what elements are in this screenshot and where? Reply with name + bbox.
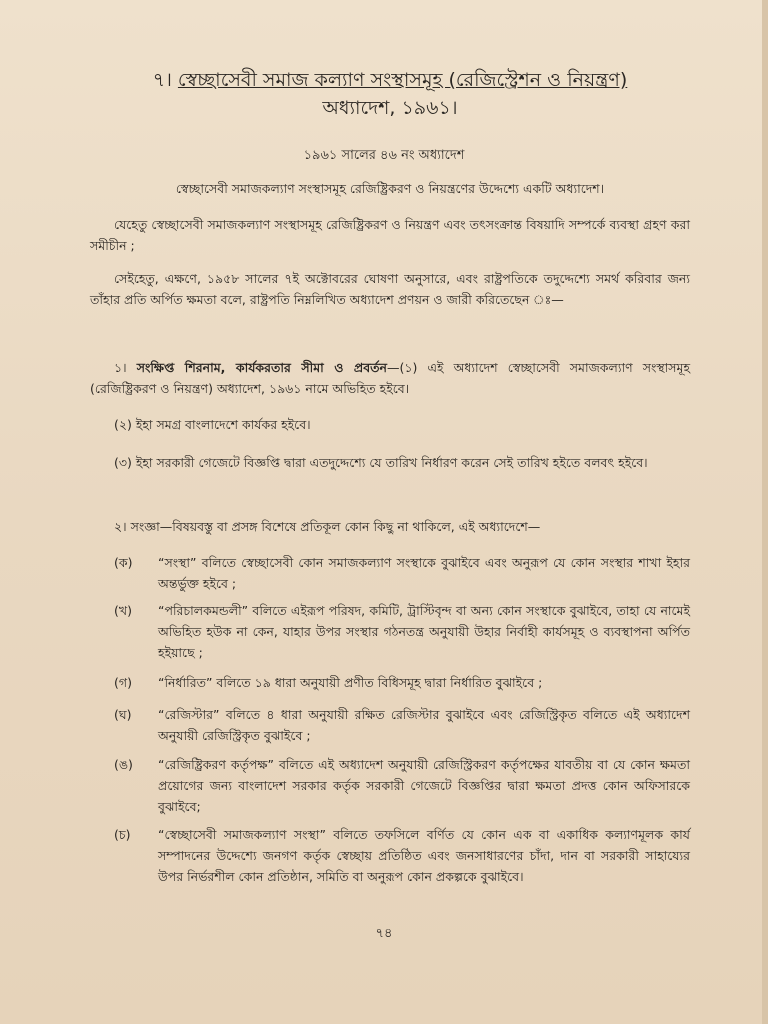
preamble-now-therefore: সেইহেতু, এক্ষণে, ১৯৫৮ সালের ৭ই অক্টোবরের ঘোষণা অনুসারে, এবং রাষ্ট্রপতিকে তদুদ্দেশ্যে সমর্থ করিবার জন্য তাঁহার প্রতি অর্পিত ক্ষমতা বলে, রাষ্ট্রপতি নিম্নলিখিত অধ্যাদেশ প্রণয়ন ও জারী করিতেছেন ঃ— — [90, 271, 690, 307]
title-text-2: অধ্যাদেশ, ১৯৬১। — [322, 97, 458, 119]
section-1-heading: সংক্ষিপ্ত শিরনাম, কার্যকরতার সীমা ও প্রবর্তন — [136, 360, 388, 375]
definition-label: (ঙ) — [114, 757, 133, 772]
section-1-text: —(১) এই অধ্যাদেশ স্বেচ্ছাসেবী সমাজকল্যাণ সংস্থাসমূহ (রেজিষ্ট্রিকরণ ও নিয়ন্ত্রণ) অধ্যাদেশ, ১৯৬১ নামে অভিহিত হইবে। — [90, 360, 691, 396]
ordinance-number: ১৯৬১ সালের ৪৬ নং অধ্যাদেশ — [303, 148, 465, 163]
definition-text: “স্বেচ্ছাসেবী সমাজকল্যাণ সংস্থা” বলিতে তফসিলে বর্ণিত যে কোন এক বা একাধিক কল্যাণমূলক কার্য সম্পাদনের উদ্দেশ্যে জনগণ কর্তৃক স্বেচ্ছায় প্রতিষ্ঠিত এবং জনসাধারণের চাঁদা, দান বা সরকারী সাহায্যের উপর নির্ভরশীল কোন প্রতিষ্ঠান, সমিতি বা অনুরূপ কোন প্রকল্পকে বুঝাইবে। — [158, 827, 690, 884]
section-1-sub-2: (২) ইহা সমগ্র বাংলাদেশে কার্যকর হইবে। — [114, 417, 311, 432]
section-2-intro: ২। সংজ্ঞা—বিষয়বস্তু বা প্রসঙ্গ বিশেষে প্রতিকূল কোন কিছু না থাকিলে, এই অধ্যাদেশে— — [114, 519, 541, 534]
preamble-whereas: যেহেতু স্বেচ্ছাসেবী সমাজকল্যাণ সংস্থাসমূহ রেজিষ্ট্রিকরণ ও নিয়ন্ত্রণ এবং তৎসংক্রান্ত বিষয়াদি সম্পর্কে ব্যবস্থা গ্রহণ করা সমীচীন ; — [90, 217, 690, 253]
definition-label: (ঘ) — [114, 707, 132, 722]
definition-label: (খ) — [114, 603, 132, 618]
definition-text: “রেজিষ্ট্রিকরণ কর্তৃপক্ষ” বলিতে এই অধ্যাদেশ অনুযায়ী রেজিস্ট্রিকরণ কর্তৃপক্ষের যাবতীয় বা যে কোন ক্ষমতা প্রয়োগের জন্য বাংলাদেশ সরকার কর্তৃক সরকারী গেজেটে বিজ্ঞপ্তির দ্বারা ক্ষমতা প্রদত্ত কোন অফিসারকে বুঝাইবে; — [158, 757, 690, 814]
definition-text: “সংস্থা” বলিতে স্বেচ্ছাসেবী কোন সমাজকল্যাণ সংস্থাকে বুঝাইবে এবং অনুরূপ যে কোন সংস্থার শাখা ইহার অন্তর্ভুক্ত হইবে ; — [158, 555, 690, 591]
page-number: ৭৪ — [375, 926, 393, 941]
definition-text: “নির্ধারিত” বলিতে ১৯ ধারা অনুযায়ী প্রণীত বিধিসমূহ দ্বারা নির্ধারিত বুঝাইবে ; — [158, 675, 543, 690]
title-number: ৭। — [152, 69, 172, 91]
definition-label: (চ) — [114, 827, 131, 842]
section-1-sub-3: (৩) ইহা সরকারী গেজেটে বিজ্ঞপ্তি দ্বারা এতদুদ্দেশ্যে যে তারিখ নির্ধারণ করেন সেই তারিখ হইতে বলবৎ হইবে। — [114, 455, 648, 470]
definition-label: (গ) — [114, 675, 132, 690]
title-text-1: স্বেচ্ছাসেবী সমাজ কল্যাণ সংস্থাসমূহ (রেজিস্ট্রেশন ও নিয়ন্ত্রণ) — [177, 69, 628, 91]
ordinance-purpose: স্বেচ্ছাসেবী সমাজকল্যাণ সংস্থাসমূহ রেজিষ্ট্রিকরণ ও নিয়ন্ত্রণের উদ্দেশ্যে একটি অধ্যাদেশ। — [175, 181, 605, 196]
definition-text: “রেজিস্টার” বলিতে ৪ ধারা অনুযায়ী রক্ষিত রেজিস্টার বুঝাইবে এবং রেজিস্ট্রিকৃত বলিতে এই অধ্যাদেশ অনুযায়ী রেজিস্ট্রিকৃত বুঝাইবে ; — [158, 707, 690, 743]
title-line-1 — [100, 66, 680, 94]
ordinance-title — [100, 66, 680, 122]
definition-text: “পরিচালকমন্ডলী” বলিতে এইরূপ পরিষদ, কমিটি, ট্রাস্টিবৃন্দ বা অন্য কোন সংস্থাকে বুঝাইবে, তাহা যে নামেই অভিহিত হউক না কেন, যাহার উপর সংস্থার গঠনতন্ত্র অনুযায়ী উহার নির্বাহী কার্যসমূহ ও ব্যবস্থাপনা অর্পিত হইয়াছে ; — [158, 603, 690, 660]
section-1 — [90, 357, 690, 399]
definition-label: (ক) — [114, 555, 133, 570]
section-1-number: ১। — [114, 360, 127, 375]
